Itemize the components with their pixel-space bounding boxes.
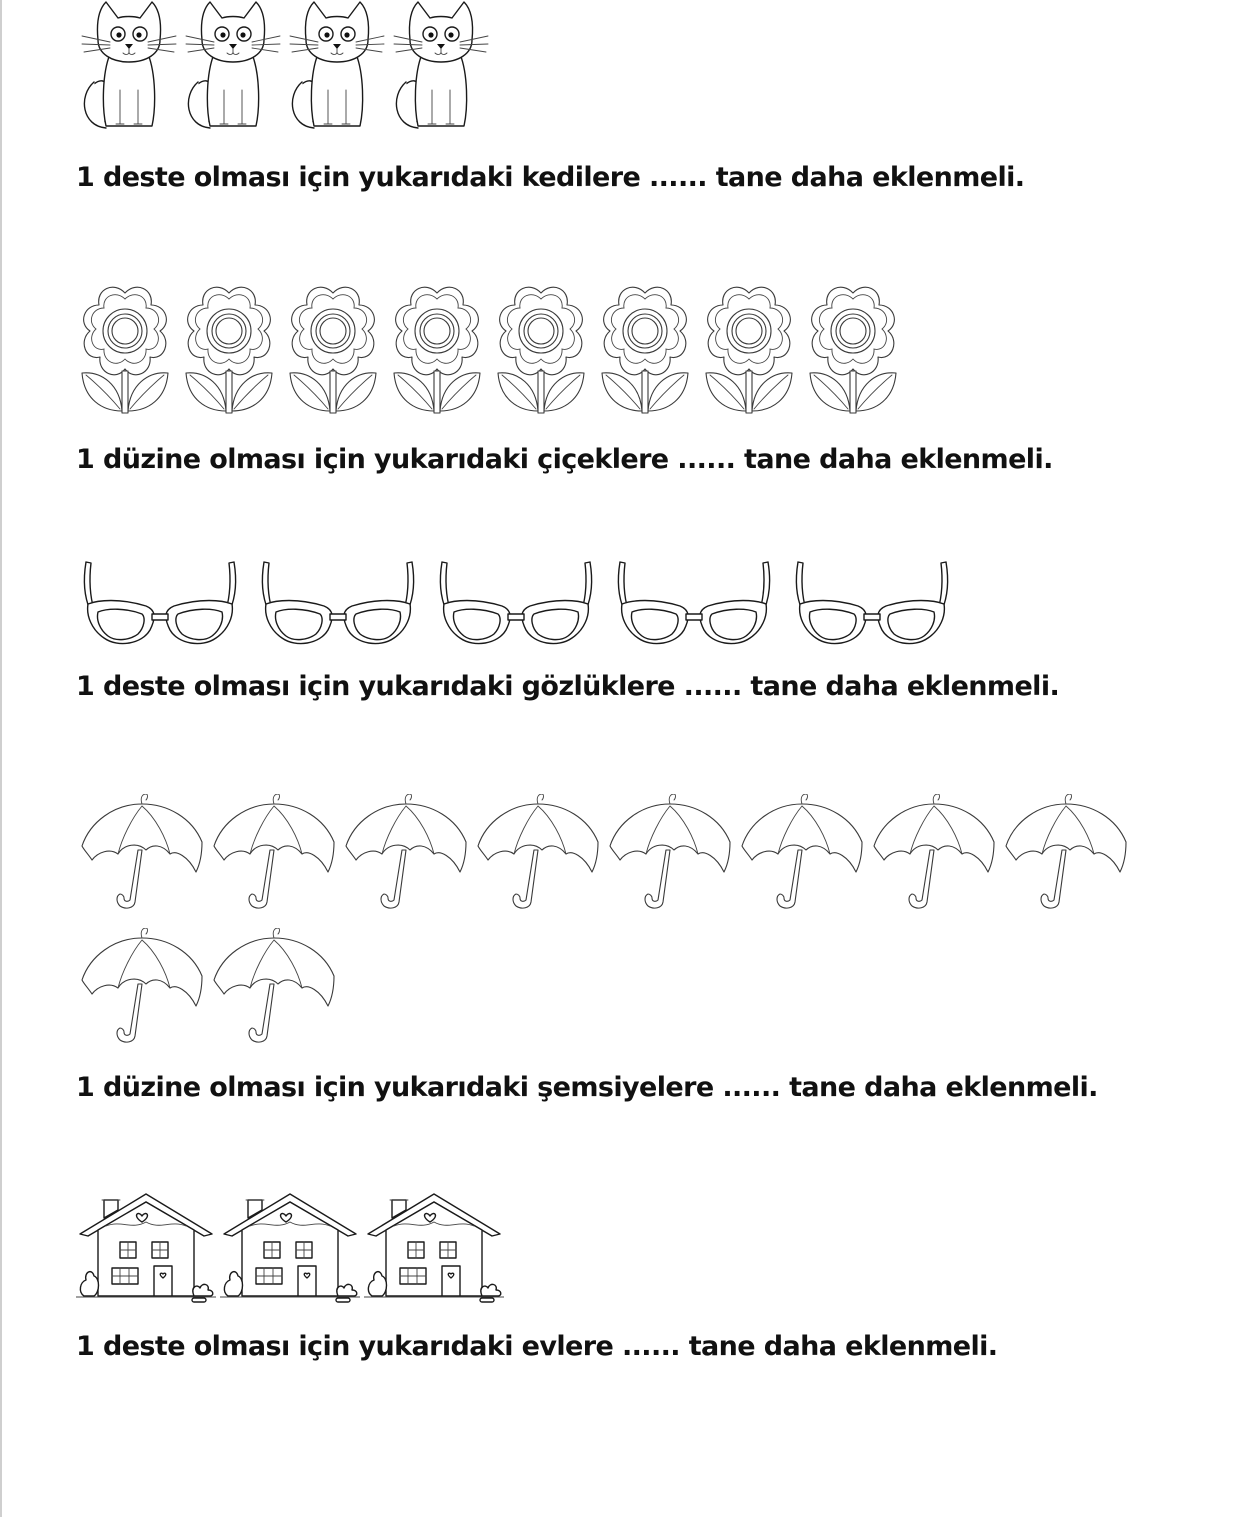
umbrella-picture-row-2	[80, 928, 336, 1044]
flower-picture	[184, 285, 274, 415]
umbrella-picture	[212, 928, 336, 1044]
cat-picture-row	[80, 0, 492, 136]
glasses-picture-row	[80, 560, 952, 646]
glasses-picture	[258, 560, 418, 646]
house-question-text: 1 deste olması için yukarıdaki evlere ...... tane daha eklenmeli.	[76, 1331, 998, 1362]
glasses-picture	[792, 560, 952, 646]
flower-picture	[808, 285, 898, 415]
flower-question-text: 1 düzine olması için yukarıdaki çiçeklere ...... tane daha eklenmeli.	[76, 444, 1053, 475]
flower-picture	[600, 285, 690, 415]
cat-picture	[392, 0, 492, 136]
flower-picture	[80, 285, 170, 415]
glasses-picture	[80, 560, 240, 646]
flower-picture	[288, 285, 378, 415]
flower-picture	[392, 285, 482, 415]
cat-picture	[288, 0, 388, 136]
umbrella-picture	[476, 794, 600, 910]
cat-picture	[80, 0, 180, 136]
flower-picture-row	[80, 285, 898, 415]
glasses-picture	[436, 560, 596, 646]
umbrella-picture	[608, 794, 732, 910]
umbrella-picture	[80, 794, 204, 910]
umbrella-picture	[1004, 794, 1128, 910]
umbrella-picture	[740, 794, 864, 910]
house-picture	[76, 1192, 216, 1304]
flower-picture	[704, 285, 794, 415]
house-picture-row	[76, 1192, 504, 1304]
umbrella-picture	[872, 794, 996, 910]
umbrella-picture-row-1	[80, 794, 1128, 910]
umbrella-picture	[212, 794, 336, 910]
umbrella-question-text: 1 düzine olması için yukarıdaki şemsiyelere ...... tane daha eklenmeli.	[76, 1072, 1098, 1103]
glasses-question-text: 1 deste olması için yukarıdaki gözlüklere ...... tane daha eklenmeli.	[76, 671, 1060, 702]
umbrella-picture	[344, 794, 468, 910]
umbrella-picture	[80, 928, 204, 1044]
house-picture	[220, 1192, 360, 1304]
page-left-edge	[0, 0, 2, 1517]
cat-picture	[184, 0, 284, 136]
cat-question-text: 1 deste olması için yukarıdaki kedilere ...... tane daha eklenmeli.	[76, 162, 1025, 193]
flower-picture	[496, 285, 586, 415]
glasses-picture	[614, 560, 774, 646]
house-picture	[364, 1192, 504, 1304]
